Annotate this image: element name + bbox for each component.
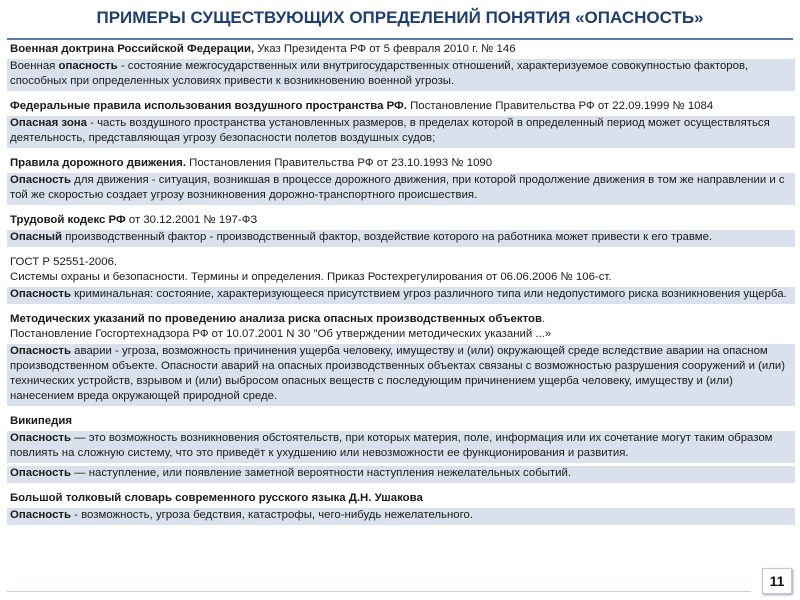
definition bbox=[7, 287, 795, 304]
definition bbox=[7, 431, 795, 463]
source-title: Правила дорожного движения. bbox=[10, 157, 186, 169]
definition-term: Опасность bbox=[10, 467, 72, 479]
source-punct: . bbox=[541, 313, 546, 325]
definition bbox=[7, 466, 795, 483]
title-divider bbox=[7, 38, 793, 40]
definition-prefix: Военная bbox=[10, 60, 59, 72]
page-number: 11 bbox=[762, 568, 792, 594]
source-line bbox=[7, 155, 795, 173]
footer-divider bbox=[7, 591, 751, 592]
source-title: Методических указаний по проведению анализа риска опасных производственных объектов bbox=[10, 313, 542, 325]
definition bbox=[7, 344, 795, 406]
definition-term: Опасность bbox=[10, 509, 72, 521]
section-gost bbox=[7, 254, 795, 304]
section-wikipedia bbox=[7, 413, 795, 483]
definition-text: — наступление, или появление заметной вероятности наступления нежелательных событий. bbox=[71, 467, 572, 479]
section-traffic-rules bbox=[7, 155, 795, 205]
source-title: Трудовой кодекс РФ bbox=[10, 214, 126, 226]
definition-text: - часть воздушного пространства установленных размеров, в пределах которой в определенный период может осуществляться деятельность, представляющая угрозу безопасности полетов воздушных судов; bbox=[10, 117, 770, 144]
definition-text: криминальная: состояние, характеризующееся присутствием угроз различного типа или недопустимого риска возникновения ущерба. bbox=[71, 288, 787, 300]
definition bbox=[7, 230, 795, 247]
definition bbox=[7, 508, 795, 525]
source-line bbox=[7, 311, 795, 344]
definition-text: - состояние межгосударственных или внутригосударственных отношений, характеризуемое совокупностью факторов, способных при определенных условиях привести к возникновению военной угрозы. bbox=[10, 60, 749, 87]
source-detail: Системы охраны и безопасности. Термины и определения. Приказ Ростехрегулирования от 06.06.2006 № 106-ст. bbox=[10, 271, 612, 283]
definition-term: Опасный bbox=[10, 231, 63, 243]
source-detail: Постановление Правительства РФ от 22.09.1999 № 1084 bbox=[406, 100, 714, 112]
definition bbox=[7, 59, 795, 91]
source-title: Википедия bbox=[10, 415, 73, 427]
definition bbox=[7, 173, 795, 205]
source-line bbox=[7, 490, 795, 508]
definition-term: Опасность bbox=[10, 432, 72, 444]
section-labor-code bbox=[7, 212, 795, 247]
source-line bbox=[7, 254, 795, 287]
definitions-list bbox=[7, 41, 795, 528]
definition-text: производственный фактор - производственный фактор, воздействие которого на работника может привести к его травме. bbox=[62, 231, 713, 243]
slide-title: ПРИМЕРЫ СУЩЕСТВУЮЩИХ ОПРЕДЕЛЕНИЙ ПОНЯТИЯ «ОПАСНОСТЬ» bbox=[96, 8, 704, 27]
section-military-doctrine bbox=[7, 41, 795, 91]
source-title: Федеральные правила использования воздушного пространства РФ. bbox=[10, 100, 407, 112]
definition bbox=[7, 116, 795, 148]
section-airspace-rules bbox=[7, 98, 795, 148]
definition-text: для движения - ситуация, возникшая в процессе дорожного движения, при которой продолжение движения в том же направлении и с той же скоростью создает угрозу возникновения дорожно-транспортного происшествия. bbox=[10, 174, 785, 201]
definition-term: Опасность bbox=[10, 174, 72, 186]
definition-term: Опасная зона bbox=[10, 117, 87, 129]
source-title: Большой толковый словарь современного русского языка Д.Н. Ушакова bbox=[10, 492, 423, 504]
source-title: ГОСТ Р 52551-2006. bbox=[10, 256, 118, 268]
section-ushakov-dictionary bbox=[7, 490, 795, 525]
source-detail: Постановления Правительства РФ от 23.10.1993 № 1090 bbox=[186, 157, 493, 169]
source-line bbox=[7, 413, 795, 431]
source-detail: Указ Президента РФ от 5 февраля 2010 г. № 146 bbox=[254, 43, 516, 55]
definition-term: Опасность bbox=[10, 345, 72, 357]
definition-text: - возможность, угроза бедствия, катастрофы, чего-нибудь нежелательного. bbox=[71, 509, 473, 521]
source-line bbox=[7, 212, 795, 230]
source-detail: от 30.12.2001 № 197-ФЗ bbox=[125, 214, 258, 226]
source-detail: Постановление Госгортехнадзора РФ от 10.07.2001 N 30 "Об утверждении методических указаний ...» bbox=[10, 328, 552, 340]
source-line bbox=[7, 98, 795, 116]
definition-text: — это возможность возникновения обстоятельств, при которых материя, поле, информация или их сочетание могут таким образом повлиять на сложную систему, что это приведёт к ухудшению или невозможности ее функционирования и развития. bbox=[10, 432, 773, 459]
definition-term: опасность bbox=[58, 60, 118, 72]
source-title: Военная доктрина Российской Федерации, bbox=[10, 43, 255, 55]
section-risk-analysis bbox=[7, 311, 795, 406]
definition-term: Опасность bbox=[10, 288, 72, 300]
source-line bbox=[7, 41, 795, 59]
definition-text: аварии - угроза, возможность причинения ущерба человеку, имуществу и (или) окружающей среде вследствие аварии на опасном производственном объекте. Опасности аварий на опасных производственных объектах связаны с возможностью разрушения сооружений и (или) технических устройств, взрывом и (или) выбросом опасных веществ с последующим причинением ущерба человеку, имуществу и (или) нанесением вреда окружающей природной среде. bbox=[10, 345, 786, 402]
